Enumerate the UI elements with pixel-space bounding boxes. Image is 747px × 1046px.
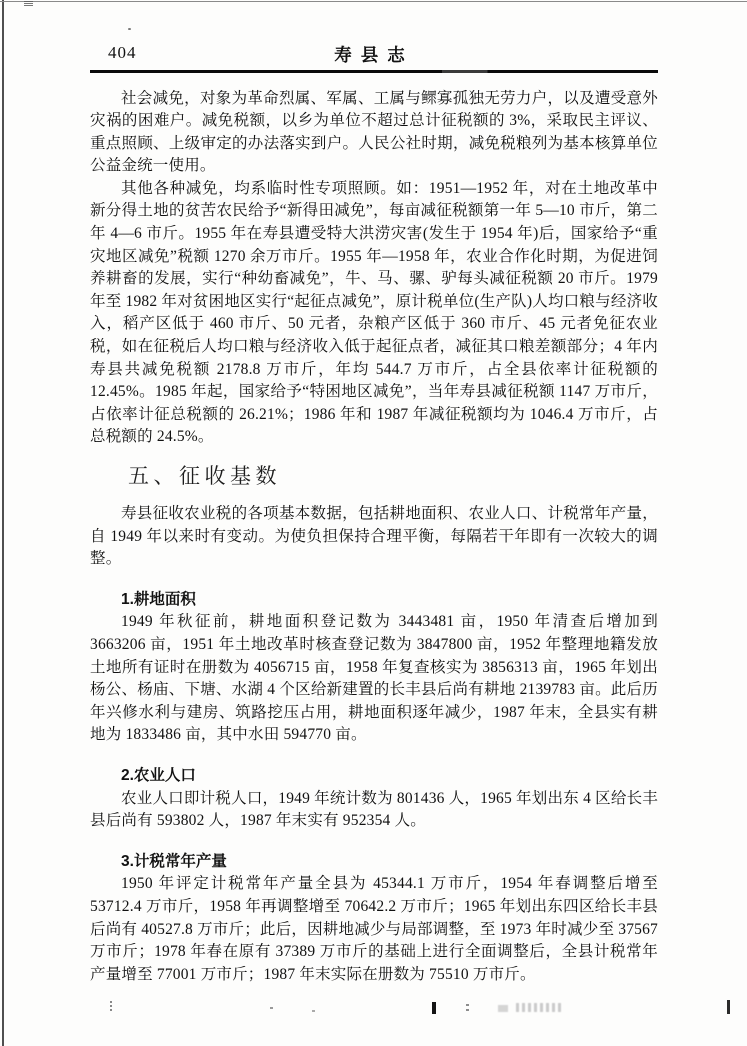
paragraph-other-relief: 其他各种减免，均系临时性专项照顾。如：1951—1952 年，对在土地改革中新分得土地的贫苦农民给予“新得田减免”，每亩减征税额第一年 5—10 市斤，第二年 4—6 市斤。1955 年在寿县遭受特大洪涝灾害(发生于 1954 年)后，国家给予“重灾地区减免”税额 1270 余万市斤。1955 年—1958 年，农业合作化时期，为促进饲养耕畜的发展，实行“种幼畜减免”，牛、马、骡、驴每头减征税额 20 市斤。1979 年至 1982 年对贫困地区实行“起征点减免”，原计税单位(生产队)人均口粮与经济收入，稻产区低于 460 市斤、50 元者，杂粮产区低于 360 市斤、45 元者免征农业税，如在征税后人均口粮与经济收入低于起征点者，减征其口粮差额部分；4 年内寿县共减免税额 2178.8 万市斤，年均 544.7 万市斤，占全县依率计征税额的 12.45%。1985 年起，国家给予“特困地区减免”，当年寿县减征税额 1147 万市斤，占依率计征总税额的 26.21%；1986 年和 1987 年减征税额均为 1046.4 万市斤，占总税额的 24.5%。: [90, 179, 658, 446]
scan-edge-top: [0, 1, 747, 2]
book-title: 寿县志: [334, 45, 414, 65]
body-text: [90, 88, 658, 987]
section-heading-levy-base: 五、征收基数: [128, 464, 281, 488]
document-page: [90, 40, 658, 986]
subsection-text-cultivated-area: 1949 年秋征前，耕地面积登记数为 3443481 亩，1950 年清查后增加到 3663206 亩，1951 年土地改革时核查登记数为 3847800 亩，1952 年整理地籍发放土地所有证时在册数为 4056715 亩，1958 年复查核实为 3856313 亩，1965 年划出杨公、杨庙、下塘、水湖 4 个区给新建置的长丰县后尚有耕地 2139783 亩。此后历年兴修水利与建房、筑路挖压占用，耕地面积逐年减少，1987 年末，全县实有耕地为 1833486 亩，其中水田 594770 亩。: [90, 613, 658, 744]
header-rule: [90, 70, 658, 73]
subsection-text-agricultural-population: 农业人口即计税人口，1949 年统计数为 801436 人，1965 年划出东 4 区给长丰县后尚有 593802 人，1987 年末实有 952354 人。: [90, 789, 658, 830]
scan-artifact: [128, 28, 131, 30]
scan-artifact: [727, 1000, 730, 1014]
scan-artifact: [516, 1003, 564, 1012]
page-header: [90, 40, 658, 66]
page-number: 404: [108, 43, 137, 62]
scan-artifact: [110, 1001, 112, 1013]
scan-edge-left: [2, 0, 4, 1046]
section-intro: 寿县征收农业税的各项基本数据，包括耕地面积、农业人口、计税常年产量，自 1949 年以来时有变动。为使负担保持合理平衡，每隔若干年即有一次较大的调整。: [90, 505, 658, 568]
subsection-heading-taxable-annual-yield: 3.计税常年产量: [121, 852, 227, 870]
paragraph-social-relief: 社会减免，对象为革命烈属、军属、工属与鳏寡孤独无劳力户，以及遭受意外灾祸的困难户。减免税额，以乡为单位不超过总计征税额的 3%，采取民主评议、重点照顾、上级审定的办法落实到户。人民公社时期，减免税粮列为基本核算单位公益金统一使用。: [90, 89, 658, 175]
scan-artifact: [270, 1007, 273, 1009]
scan-artifact: [312, 1010, 315, 1012]
subsection-heading-agricultural-population: 2.农业人口: [121, 766, 196, 784]
scan-artifact: [498, 1005, 508, 1012]
subsection-heading-cultivated-area: 1.耕地面积: [121, 590, 196, 608]
scan-artifact: [466, 1004, 469, 1012]
subsection-text-taxable-annual-yield: 1950 年评定计税常年产量全县为 45344.1 万市斤，1954 年春调整后增至 53712.4 万市斤，1958 年再调整增至 70642.2 万市斤；1965 年划出东四区给长丰县后尚有 40527.8 万市斤；此后，因耕地减少与局部调整，至 1973 年时减少至 37567 万市斤；1978 年春在原有 37389 万市斤的基础上进行全面调整后，全县计税常年产量增至 77001 万市斤；1987 年末实际在册数为 75510 万市斤。: [90, 875, 658, 983]
scan-artifact: [24, 1, 33, 6]
scan-artifact: [432, 1002, 436, 1014]
